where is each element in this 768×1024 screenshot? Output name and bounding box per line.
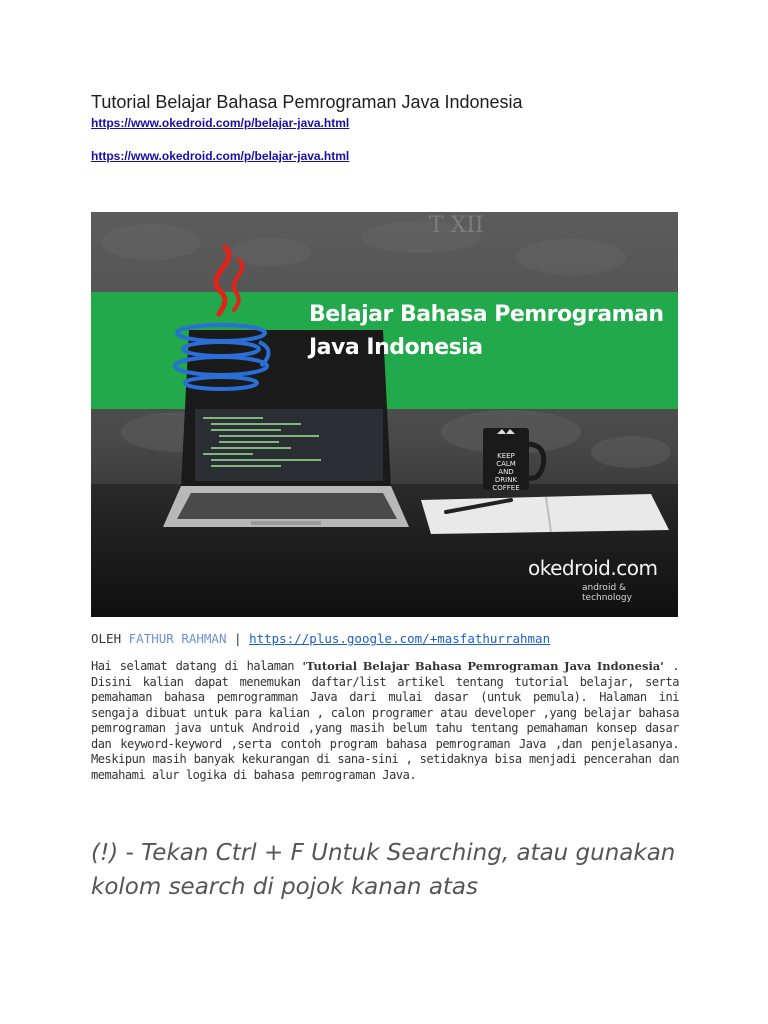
- byline-separator: |: [234, 631, 242, 646]
- mug-text: KEEP CALM AND DRINK COFFEE: [492, 452, 520, 492]
- author-link[interactable]: FATHUR RAHMAN: [128, 631, 227, 646]
- page-title: Tutorial Belajar Bahasa Pemrograman Java Indonesia: [91, 92, 523, 112]
- article-link-2[interactable]: https://www.okedroid.com/p/belajar-java.html: [91, 149, 350, 163]
- article-link-1[interactable]: https://www.okedroid.com/p/belajar-java.html: [91, 116, 350, 130]
- profile-link[interactable]: https://plus.google.com/+masfathurrahman: [249, 631, 551, 646]
- intro-bold-title: 'Tutorial Belajar Bahasa Pemrograman Java Indonesia': [302, 659, 664, 673]
- banner-brand-tagline: android & technology: [582, 583, 632, 603]
- intro-paragraph: [91, 659, 679, 783]
- banner-brand: okedroid.com: [528, 556, 658, 580]
- byline: [91, 631, 550, 646]
- hero-banner-image: [91, 212, 678, 617]
- intro-rest: . Disini kalian dapat menemukan daftar/list artikel tentang tutorial belajar, serta pemahaman bahasa pemrogramman Java dari mulai dasar (untuk pemula). Halaman ini sengaja dibuat untuk para kalian , calon programer atau developer ,yang belajar bahasa pemrograman java untuk Android ,yang masih belum tahu tentang pemahaman konsep dasar dan keyword-keyword ,serta contoh program bahasa pemrograman Java ,dan penjelasanya. Meskipun masih banyak kekurangan di sana-sini , setidaknya bisa menjadi pencerahan dan memahami alur logika di bahasa pemrograman Java.: [91, 659, 679, 782]
- search-tip: (!) - Tekan Ctrl + F Untuk Searching, atau gunakan kolom search di pojok kanan atas: [91, 840, 676, 900]
- intro-lead: Hai selamat datang di halaman: [91, 659, 295, 673]
- byline-prefix: OLEH: [91, 631, 122, 646]
- banner-heading: Belajar Bahasa Pemrograman Java Indonesia: [309, 302, 664, 360]
- svg-text:T XII: T XII: [429, 213, 484, 238]
